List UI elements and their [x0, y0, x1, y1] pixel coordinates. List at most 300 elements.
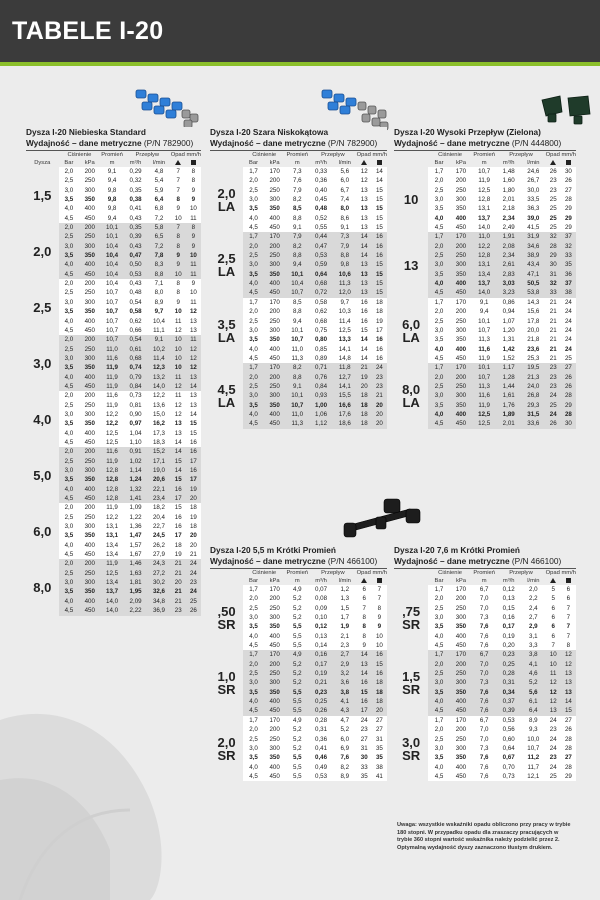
- table-cell: 170: [450, 716, 472, 725]
- table-cell: 0,75: [309, 326, 333, 335]
- table-cell: 3,5: [59, 251, 80, 260]
- table-cell: 250: [79, 513, 100, 522]
- table-cell: 4,0: [243, 410, 264, 419]
- table-cell: 10: [546, 660, 561, 669]
- table-cell: 0,36: [309, 735, 333, 744]
- block-header: [210, 545, 387, 569]
- table-cell: 7,6: [472, 697, 496, 706]
- table-cell: 11,9: [100, 503, 124, 512]
- table-cell: 16: [372, 242, 387, 251]
- nozzle-size: ,75: [402, 603, 421, 619]
- table-cell: 11,9: [472, 401, 496, 410]
- table-cell: 6,9: [333, 744, 357, 753]
- table-cell: 200: [264, 307, 285, 316]
- col-group-przeplyw: Przepływ: [135, 152, 160, 158]
- table-cell: 5: [546, 585, 561, 594]
- part-number: (P/N 782900): [327, 138, 378, 148]
- table-row: [394, 585, 576, 594]
- nozzle-group: [26, 447, 201, 503]
- table-cell: 0,64: [496, 744, 521, 753]
- col-group-przeplyw: Przepływ: [509, 570, 533, 576]
- table-cell: 0,62: [124, 317, 147, 326]
- table-cell: 400: [79, 260, 100, 269]
- col-group-empty: [394, 569, 428, 577]
- nozzle-size: 5,0: [33, 467, 52, 483]
- table-cell: 2,5: [59, 345, 80, 354]
- table-cell: 16: [372, 335, 387, 344]
- table-cell: 23,6: [521, 345, 546, 354]
- table-cell: 350: [79, 475, 100, 484]
- table-cell: 3,6: [333, 678, 357, 687]
- table-cell: 10,7: [285, 335, 309, 344]
- table-cell: 28: [546, 242, 561, 251]
- table-cell: 10,3: [333, 307, 357, 316]
- table-cell: 47,1: [521, 270, 546, 279]
- square-spacing-icon: [191, 160, 196, 165]
- table-cell: 36: [561, 270, 576, 279]
- table-cell: 21,8: [521, 335, 546, 344]
- table-cell: 1,06: [309, 410, 333, 419]
- table-cell: 1,7: [428, 650, 450, 659]
- part-number: (P/N 466100): [511, 556, 562, 566]
- col-lmin: l/min: [152, 160, 166, 166]
- col-kpa: kPa: [269, 160, 280, 166]
- table-cell: 5,5: [285, 763, 309, 772]
- header-row-2: [210, 159, 387, 167]
- table-cell: 6: [561, 585, 576, 594]
- table-cell: 7: [171, 223, 186, 232]
- table-cell: 300: [450, 678, 472, 687]
- table-cell: 450: [79, 382, 100, 391]
- table-cell: 7,9: [285, 232, 309, 241]
- table-cell: 8: [171, 232, 186, 241]
- nozzle-group: [26, 559, 201, 615]
- table-cell: 12: [186, 345, 201, 354]
- table-cell: 8: [357, 632, 372, 641]
- table-cell: 2,18: [496, 204, 521, 213]
- table-cell: 13,1: [472, 204, 496, 213]
- table-cell: 10,7: [100, 326, 124, 335]
- table-cell: 6,5: [147, 232, 170, 241]
- table-cell: 2,5: [243, 317, 264, 326]
- table-cell: 26,8: [521, 391, 546, 400]
- table-cell: 450: [264, 706, 285, 715]
- table-cell: 14: [357, 232, 372, 241]
- table-cell: 15: [372, 288, 387, 297]
- table-cell: 10,4: [100, 251, 124, 260]
- table-cell: 450: [264, 354, 285, 363]
- table-cell: 0,14: [309, 641, 333, 650]
- table-cell: 17,3: [147, 429, 170, 438]
- table-cell: 0,76: [309, 373, 333, 382]
- table-cell: 13,4: [100, 550, 124, 559]
- table-cell: 20: [372, 410, 387, 419]
- block-header: [210, 127, 387, 151]
- table-cell: 0,07: [309, 585, 333, 594]
- col-empty: [210, 577, 243, 585]
- col-m: m: [294, 160, 300, 166]
- table-cell: 6: [357, 585, 372, 594]
- table-cell: 4,0: [59, 597, 80, 606]
- table-cell: 12,8: [100, 494, 124, 503]
- table-row: [210, 298, 387, 307]
- table-cell: 8: [357, 613, 372, 622]
- nozzle-group: [26, 223, 201, 279]
- table-cell: 35: [561, 260, 576, 269]
- table-cell: 2,0: [59, 447, 80, 456]
- table-cell: 0,68: [309, 317, 333, 326]
- table-cell: 25: [561, 354, 576, 363]
- table-cell: 23: [171, 606, 186, 615]
- nozzle-size: 3,5: [217, 316, 236, 332]
- table-cell: 3,0: [59, 298, 80, 307]
- nozzle-group: [210, 232, 387, 297]
- table-cell: 8: [561, 641, 576, 650]
- table-cell: 4,5: [59, 606, 80, 615]
- table-cell: 10: [171, 270, 186, 279]
- table-cell: 7,0: [472, 594, 496, 603]
- table-cell: 5,5: [285, 706, 309, 715]
- table-cell: 10: [186, 204, 201, 213]
- table-cell: 13,2: [147, 373, 170, 382]
- table-cell: 7: [357, 604, 372, 613]
- table-cell: 23: [357, 725, 372, 734]
- table-cell: 10,4: [100, 279, 124, 288]
- table-cell: 200: [450, 660, 472, 669]
- nozzle-group: [26, 279, 201, 335]
- nozzle-type: LA: [217, 198, 236, 214]
- table-cell: 7: [561, 622, 576, 631]
- table-cell: 400: [79, 541, 100, 550]
- table-cell: 0,73: [496, 772, 521, 781]
- nozzle-size: 8,0: [402, 381, 421, 397]
- table-cell: 15: [372, 186, 387, 195]
- table-cell: 6: [546, 604, 561, 613]
- table-cell: 18,3: [147, 438, 170, 447]
- table-cell: 8,9: [333, 772, 357, 781]
- table-cell: 7: [171, 167, 186, 176]
- table-cell: 350: [264, 401, 285, 410]
- table-cell: 12: [546, 678, 561, 687]
- table-cell: 10,7: [472, 167, 496, 176]
- table-cell: 0,86: [496, 298, 521, 307]
- table-cell: 29: [561, 401, 576, 410]
- col-m3h: m³/h: [129, 160, 142, 166]
- table-cell: 13: [186, 391, 201, 400]
- table-cell: 200: [79, 223, 100, 232]
- table-cell: 4,5: [243, 706, 264, 715]
- table-cell: 11,6: [100, 354, 124, 363]
- table-row: [210, 232, 387, 241]
- table-cell: 14: [372, 176, 387, 185]
- table-cell: 8,9: [147, 298, 170, 307]
- col-group-przeplyw: Przepływ: [321, 152, 345, 158]
- table-cell: 3,0: [243, 326, 264, 335]
- table-cell: 4,0: [428, 279, 450, 288]
- table-cell: 0,43: [124, 279, 147, 288]
- table-cell: 0,16: [496, 613, 521, 622]
- table-cell: 2,5: [243, 186, 264, 195]
- table-cell: 200: [79, 279, 100, 288]
- table-cell: 1,20: [496, 326, 521, 335]
- table-cell: 29: [561, 772, 576, 781]
- part-number: (P/N 782900): [143, 138, 194, 148]
- table-cell: 5,5: [285, 632, 309, 641]
- nozzle-size: 6,0: [402, 316, 421, 332]
- table-cell: 4,5: [428, 288, 450, 297]
- table-cell: 25: [546, 223, 561, 232]
- table-cell: 4,0: [243, 279, 264, 288]
- table-cell: 13: [357, 260, 372, 269]
- table-cell: 2,5: [243, 735, 264, 744]
- table-row: [26, 167, 201, 176]
- table-row: [394, 650, 576, 659]
- table-cell: 4,5: [59, 270, 80, 279]
- table-cell: 10,4: [100, 270, 124, 279]
- table-cell: 0,97: [124, 419, 147, 428]
- table-cell: 23: [372, 382, 387, 391]
- table-cell: 6: [561, 594, 576, 603]
- table-cell: 300: [264, 744, 285, 753]
- table-cell: 5,2: [521, 678, 546, 687]
- table-cell: 250: [264, 604, 285, 613]
- table-cell: 3,5: [243, 270, 264, 279]
- table-cell: 0,54: [124, 335, 147, 344]
- table-cell: 3,0: [243, 744, 264, 753]
- table-cell: 25,3: [521, 354, 546, 363]
- table-cell: 11,9: [100, 559, 124, 568]
- table-cell: 0,13: [309, 632, 333, 641]
- table-cell: 12: [561, 660, 576, 669]
- table-cell: 3,0: [59, 522, 80, 531]
- table-cell: 8,9: [521, 716, 546, 725]
- table-cell: 19,5: [521, 363, 546, 372]
- table-cell: 2,5: [243, 382, 264, 391]
- table-cell: 1,41: [124, 494, 147, 503]
- table-cell: 26: [546, 167, 561, 176]
- table-cell: 2,5: [59, 176, 80, 185]
- table-cell: 0,10: [309, 613, 333, 622]
- table-cell: 16: [186, 438, 201, 447]
- table-cell: 13: [171, 419, 186, 428]
- table-cell: 4,5: [243, 772, 264, 781]
- table-cell: 0,12: [309, 622, 333, 631]
- table-cell: 28: [561, 744, 576, 753]
- table-cell: 0,47: [124, 251, 147, 260]
- table-cell: 1,95: [124, 587, 147, 596]
- table-cell: 21: [546, 335, 561, 344]
- table-cell: 18: [357, 401, 372, 410]
- col-bar: Bar: [434, 578, 444, 584]
- table-cell: 19: [186, 485, 201, 494]
- table-cell: 2,5: [243, 604, 264, 613]
- nozzle-type: LA: [217, 329, 236, 345]
- table-cell: 250: [79, 176, 100, 185]
- table-cell: 8,3: [147, 260, 170, 269]
- table-cell: 24,0: [521, 382, 546, 391]
- table-cell: 1,9: [333, 622, 357, 631]
- square-spacing-icon: [377, 160, 382, 165]
- table-cell: 400: [450, 697, 472, 706]
- table-cell: 5,9: [147, 186, 170, 195]
- table-cell: 28: [561, 735, 576, 744]
- table-cell: 16: [357, 307, 372, 316]
- table-cell: 4,0: [428, 763, 450, 772]
- nozzle-type: LA: [217, 394, 236, 410]
- table-cell: 0,17: [496, 622, 521, 631]
- table-cell: 3,0: [59, 242, 80, 251]
- table-cell: 1,48: [496, 167, 521, 176]
- block-subtitle: [394, 556, 576, 567]
- table-cell: 12: [186, 307, 201, 316]
- table-cell: 7,6: [472, 632, 496, 641]
- table-cell: 350: [450, 401, 472, 410]
- col-triangle: [171, 159, 186, 167]
- table-cell: 9,1: [472, 298, 496, 307]
- table-cell: 11: [186, 214, 201, 223]
- table-cell: 13: [357, 214, 372, 223]
- col-group-przeplyw: Przepływ: [321, 570, 345, 576]
- nozzle-size-cell: [26, 447, 59, 503]
- table-cell: 0,35: [124, 186, 147, 195]
- table-cell: 25: [546, 772, 561, 781]
- table-cell: 7,2: [147, 214, 170, 223]
- table-cell: 14: [357, 345, 372, 354]
- table-cell: 0,64: [309, 270, 333, 279]
- col-kpa: kPa: [269, 578, 280, 584]
- table-cell: 2,4: [521, 604, 546, 613]
- table-cell: 200: [264, 176, 285, 185]
- table-cell: 29: [546, 251, 561, 260]
- table-cell: 16: [357, 697, 372, 706]
- col-m3h: m³/h: [315, 578, 327, 584]
- table-cell: 4,1: [333, 697, 357, 706]
- table-cell: 14: [357, 669, 372, 678]
- table-cell: 15,5: [333, 391, 357, 400]
- table-cell: 4,0: [428, 214, 450, 223]
- table-cell: 350: [79, 363, 100, 372]
- table-cell: 9,4: [285, 260, 309, 269]
- table-cell: 10,1: [285, 326, 309, 335]
- table-cell: 7: [372, 594, 387, 603]
- table-cell: 1,7: [428, 167, 450, 176]
- table-cell: 3,5: [428, 622, 450, 631]
- table-cell: 3,5: [428, 270, 450, 279]
- table-cell: 300: [79, 522, 100, 531]
- table-cell: 0,25: [309, 697, 333, 706]
- table-cell: 0,41: [124, 204, 147, 213]
- nozzle-size-cell: [210, 585, 243, 650]
- table-cell: 4,5: [428, 772, 450, 781]
- blue-nozzle-image: [132, 84, 202, 132]
- table-cell: 25: [546, 204, 561, 213]
- table-cell: 14: [186, 382, 201, 391]
- table-cell: 8,5: [285, 204, 309, 213]
- header-rule: [26, 150, 201, 151]
- table-cell: 0,26: [309, 706, 333, 715]
- table-cell: 12,5: [100, 569, 124, 578]
- table-cell: 8,8: [333, 251, 357, 260]
- table-cell: 2,34: [496, 214, 521, 223]
- table-cell: 4,0: [243, 697, 264, 706]
- table-cell: 4,9: [285, 650, 309, 659]
- table-cell: 170: [450, 585, 472, 594]
- nozzle-type: SR: [217, 682, 236, 698]
- table-cell: 24: [561, 335, 576, 344]
- table-cell: 27: [372, 716, 387, 725]
- table-cell: 1,09: [124, 503, 147, 512]
- table-cell: 2,83: [496, 270, 521, 279]
- table-cell: 1,44: [496, 382, 521, 391]
- table-cell: 16: [372, 354, 387, 363]
- table-cell: 0,53: [496, 716, 521, 725]
- table-cell: 0,45: [309, 195, 333, 204]
- table-cell: 20: [186, 531, 201, 540]
- table-cell: 3,0: [428, 195, 450, 204]
- table-cell: 5: [546, 594, 561, 603]
- table-cell: 350: [450, 270, 472, 279]
- table-cell: 2,9: [333, 660, 357, 669]
- table-cell: 350: [79, 587, 100, 596]
- table-cell: 14: [171, 447, 186, 456]
- table-cell: 12: [546, 697, 561, 706]
- table-cell: 13: [546, 706, 561, 715]
- table-cell: 21: [171, 559, 186, 568]
- table-cell: 9: [186, 242, 201, 251]
- table-cell: 17: [372, 326, 387, 335]
- col-triangle: [546, 577, 561, 585]
- table-cell: 2,0: [243, 307, 264, 316]
- header-row-1: [26, 151, 201, 159]
- table-cell: 29: [561, 214, 576, 223]
- table-cell: 11,6: [100, 391, 124, 400]
- table-cell: 200: [450, 725, 472, 734]
- table-cell: 450: [264, 419, 285, 428]
- table-cell: 4,8: [147, 167, 170, 176]
- table-cell: 0,36: [309, 176, 333, 185]
- table-cell: 14,0: [100, 606, 124, 615]
- table-cell: 4,5: [243, 354, 264, 363]
- table-cell: 200: [264, 725, 285, 734]
- table-cell: 9,4: [100, 176, 124, 185]
- table-cell: 10: [546, 650, 561, 659]
- table-cell: 10: [186, 251, 201, 260]
- nozzle-group: [394, 298, 576, 363]
- nozzle-size: 1,5: [33, 187, 52, 203]
- table-cell: 300: [79, 466, 100, 475]
- table-cell: 200: [264, 373, 285, 382]
- table-cell: 170: [264, 363, 285, 372]
- table-cell: 33,6: [521, 419, 546, 428]
- table-cell: 1,31: [496, 335, 521, 344]
- table-cell: 34,6: [521, 242, 546, 251]
- nozzle-group: [394, 232, 576, 297]
- table-cell: 10: [171, 345, 186, 354]
- table-cell: 9: [372, 613, 387, 622]
- table-cell: 4,1: [521, 660, 546, 669]
- table-cell: 35: [372, 744, 387, 753]
- table-cell: 5,2: [285, 735, 309, 744]
- col-empty: [394, 577, 428, 585]
- table-cell: 10,7: [100, 298, 124, 307]
- table-cell: 13: [357, 204, 372, 213]
- table-cell: 18: [171, 541, 186, 550]
- table-cell: 8,8: [285, 251, 309, 260]
- table-block-sr55: [210, 545, 387, 781]
- table-cell: 4,0: [428, 697, 450, 706]
- table-cell: 17: [186, 457, 201, 466]
- table-cell: 12,2: [147, 391, 170, 400]
